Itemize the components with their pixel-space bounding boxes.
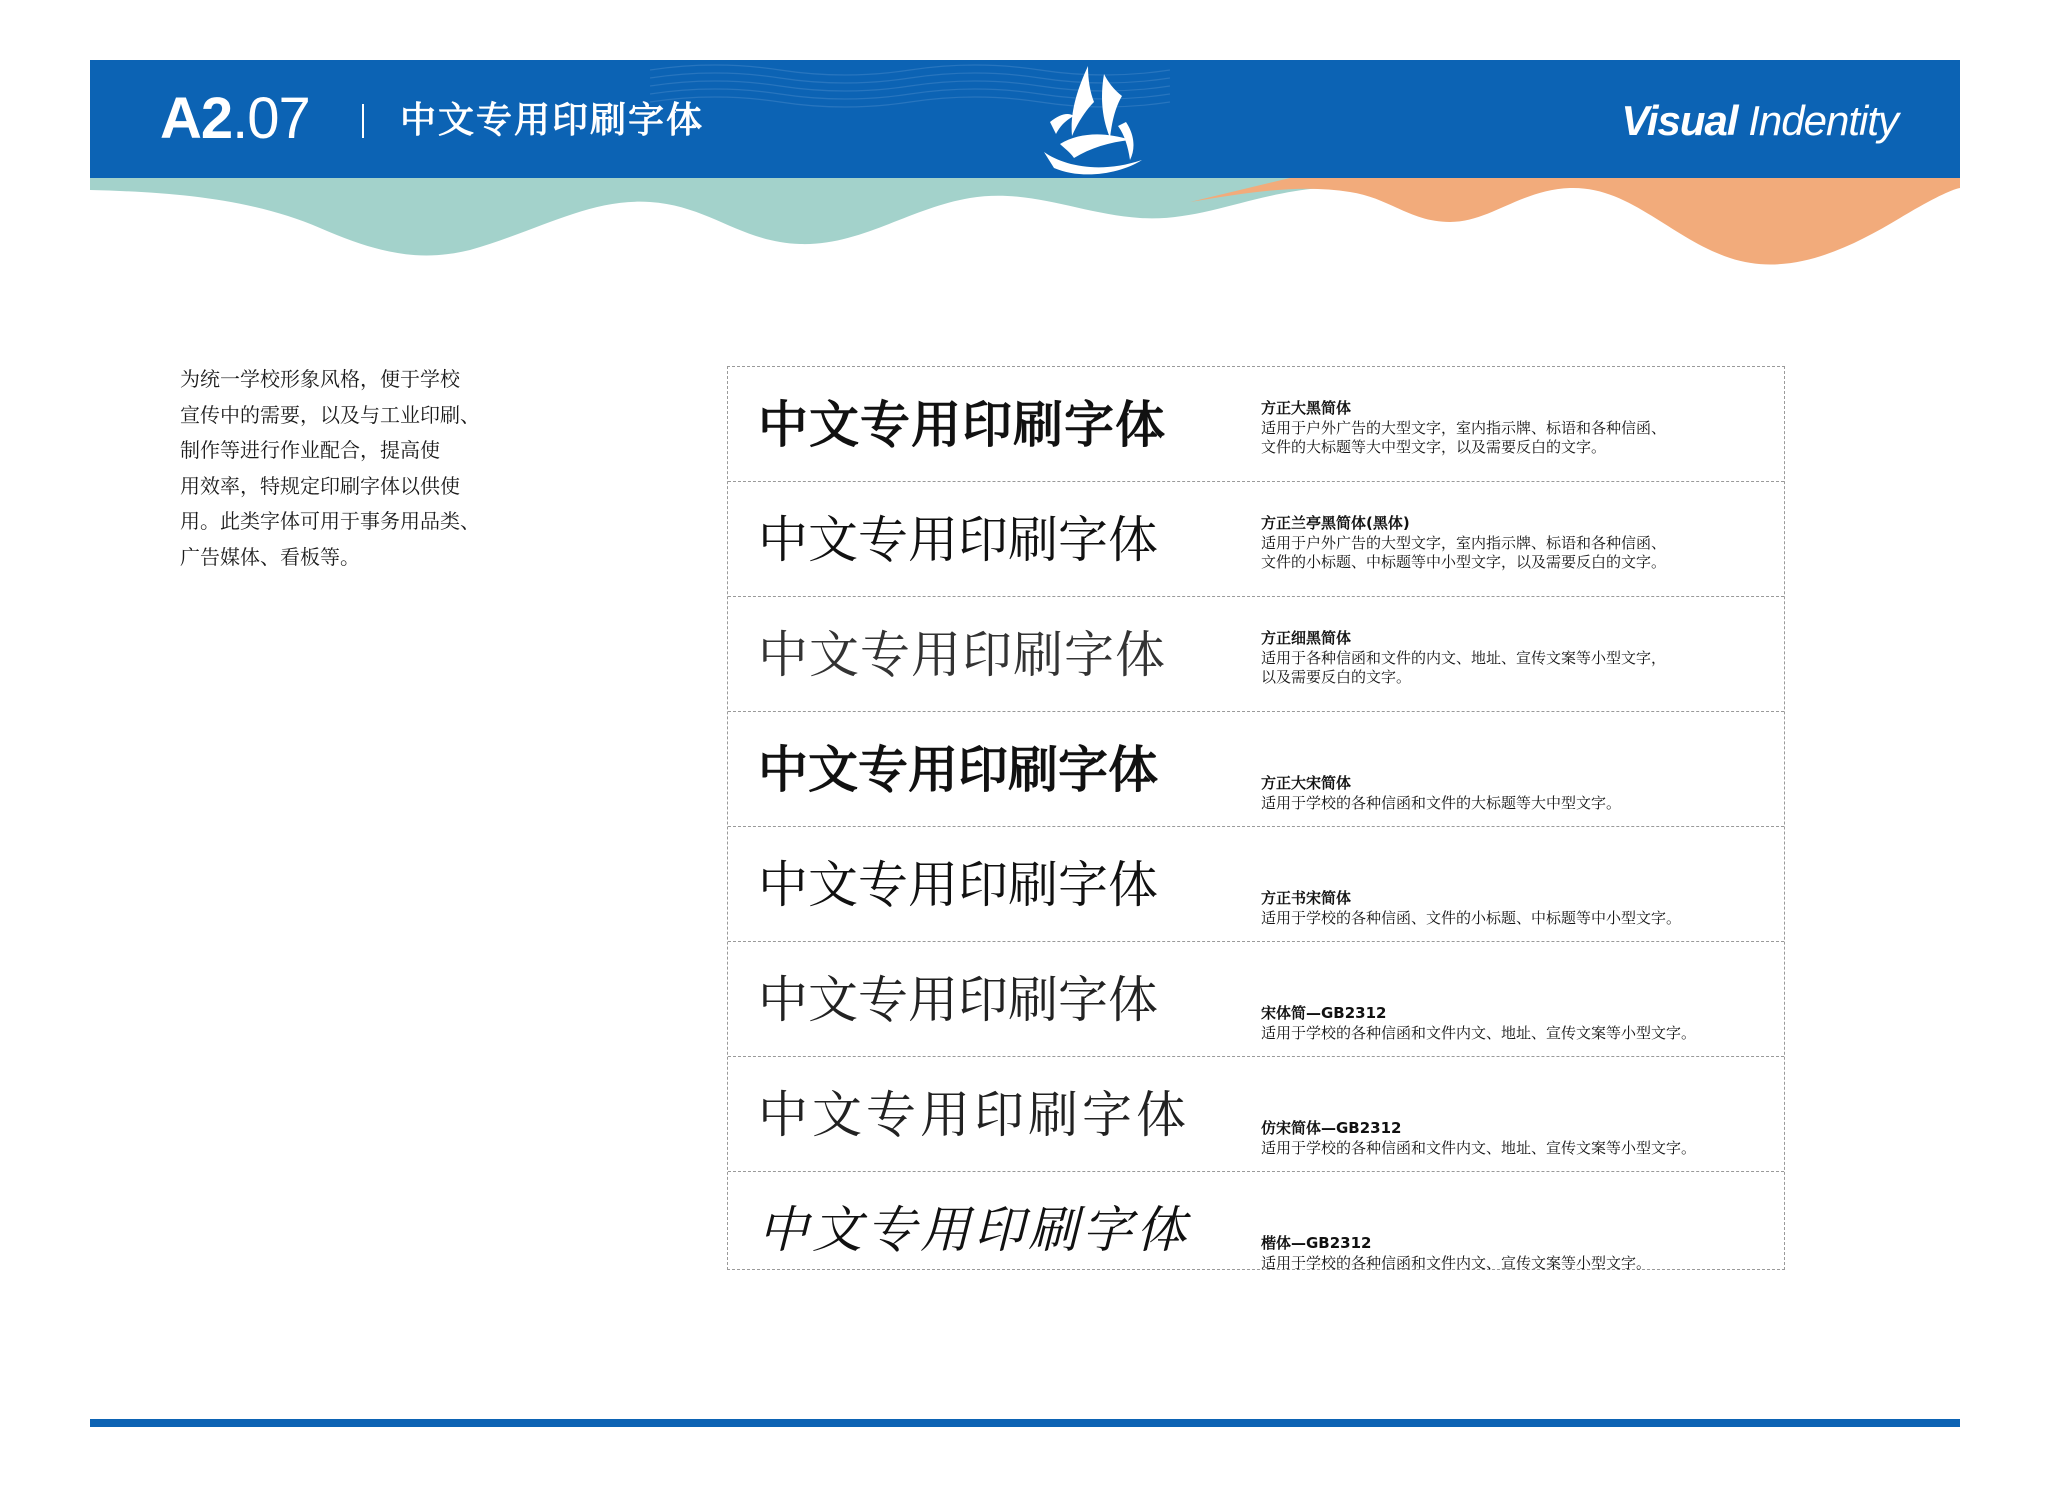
- font-sample: 中文专用印刷字体: [758, 626, 1166, 684]
- font-description: [1261, 1234, 1651, 1273]
- intro-paragraph: [180, 362, 500, 575]
- font-usage-line: 适用于户外广告的大型文字，室内指示牌、标语和各种信函、: [1261, 533, 1667, 552]
- font-name: 仿宋简体—GB2312: [1261, 1119, 1402, 1137]
- section-code: [160, 84, 310, 154]
- font-usage-line: 适用于学校的各种信函和文件内文、地址、宣传文案等小型文字。: [1261, 1138, 1697, 1157]
- school-emblem-sail-icon: [1030, 62, 1160, 178]
- brand-rest: Indentity: [1737, 97, 1898, 144]
- intro-line: 宣传中的需要，以及与工业印刷、: [180, 402, 480, 427]
- font-description: [1261, 399, 1666, 458]
- intro-line: 制作等进行作业配合，提高使: [180, 438, 440, 462]
- intro-line: 用。此类字体可用于事务用品类、: [180, 509, 480, 533]
- font-row: [728, 942, 1784, 1057]
- decorative-waves: [90, 178, 1960, 288]
- font-specimen-table: [727, 366, 1785, 1270]
- font-sample: 中文专用印刷字体: [758, 740, 1158, 799]
- font-description: [1261, 514, 1666, 573]
- font-name: 方正大黑简体: [1261, 399, 1352, 417]
- intro-line: 用效率，特规定印刷字体以供使: [180, 473, 460, 498]
- font-row: [728, 712, 1784, 827]
- section-code-number: .07: [232, 86, 310, 151]
- font-usage-line: 适用于学校的各种信函和文件内文、地址、宣传文案等小型文字。: [1261, 1023, 1697, 1042]
- section-code-letter: A2: [160, 86, 233, 151]
- font-row: [728, 597, 1784, 712]
- font-row: [728, 827, 1784, 942]
- font-usage-line: 适用于学校的各种信函、文件的小标题、中标题等中小型文字。: [1261, 908, 1682, 927]
- font-usage-line: 适用于学校的各种信函和文件的大标题等大中型文字。: [1261, 793, 1622, 812]
- brand-text: [1621, 96, 1898, 146]
- font-usage-line: 以及需要反白的文字。: [1261, 668, 1412, 686]
- font-sample: 中文专用印刷字体: [758, 396, 1166, 454]
- font-name: 方正兰亭黑简体(黑体): [1261, 514, 1410, 532]
- font-sample: 中文专用印刷字体: [758, 511, 1158, 569]
- font-usage-line: 适用于各种信函和文件的内文、地址、宣传文案等小型文字，: [1261, 648, 1667, 667]
- header-band: [90, 60, 1960, 178]
- font-name: 方正细黑简体: [1261, 629, 1352, 647]
- font-description: [1261, 629, 1666, 688]
- font-usage-line: 适用于学校的各种信函和文件内文、宣传文案等小型文字。: [1261, 1253, 1652, 1272]
- header-divider: [362, 104, 364, 138]
- font-description: [1261, 1119, 1696, 1158]
- font-name: 方正书宋简体: [1261, 889, 1352, 907]
- font-sample: 中文专用印刷字体: [758, 856, 1158, 914]
- font-row: [728, 482, 1784, 597]
- font-description: [1261, 1004, 1696, 1043]
- brand-bold: Visual: [1621, 97, 1738, 144]
- font-row: [728, 1172, 1784, 1271]
- font-description: [1261, 774, 1621, 813]
- font-sample: 中文专用印刷字体: [758, 972, 1158, 1028]
- intro-line: 广告媒体、看板等。: [180, 544, 360, 569]
- page-title: 中文专用印刷字体: [400, 100, 705, 141]
- font-description: [1261, 889, 1681, 928]
- font-usage-line: 适用于户外广告的大型文字，室内指示牌、标语和各种信函、: [1261, 418, 1667, 437]
- intro-line: 为统一学校形象风格，便于学校: [180, 367, 460, 391]
- font-name: 宋体简—GB2312: [1261, 1004, 1387, 1022]
- font-sample: 中文专用印刷字体: [758, 1086, 1190, 1144]
- font-sample: 中文专用印刷字体: [758, 1201, 1190, 1259]
- font-row: [728, 1057, 1784, 1172]
- font-row: [728, 367, 1784, 482]
- font-usage-line: 文件的小标题、中标题等中小型文字，以及需要反白的文字。: [1261, 553, 1667, 571]
- font-usage-line: 文件的大标题等大中型文字，以及需要反白的文字。: [1261, 438, 1607, 456]
- footer-bar: [90, 1419, 1960, 1427]
- font-name: 方正大宋简体: [1261, 774, 1352, 792]
- font-name: 楷体—GB2312: [1261, 1234, 1372, 1252]
